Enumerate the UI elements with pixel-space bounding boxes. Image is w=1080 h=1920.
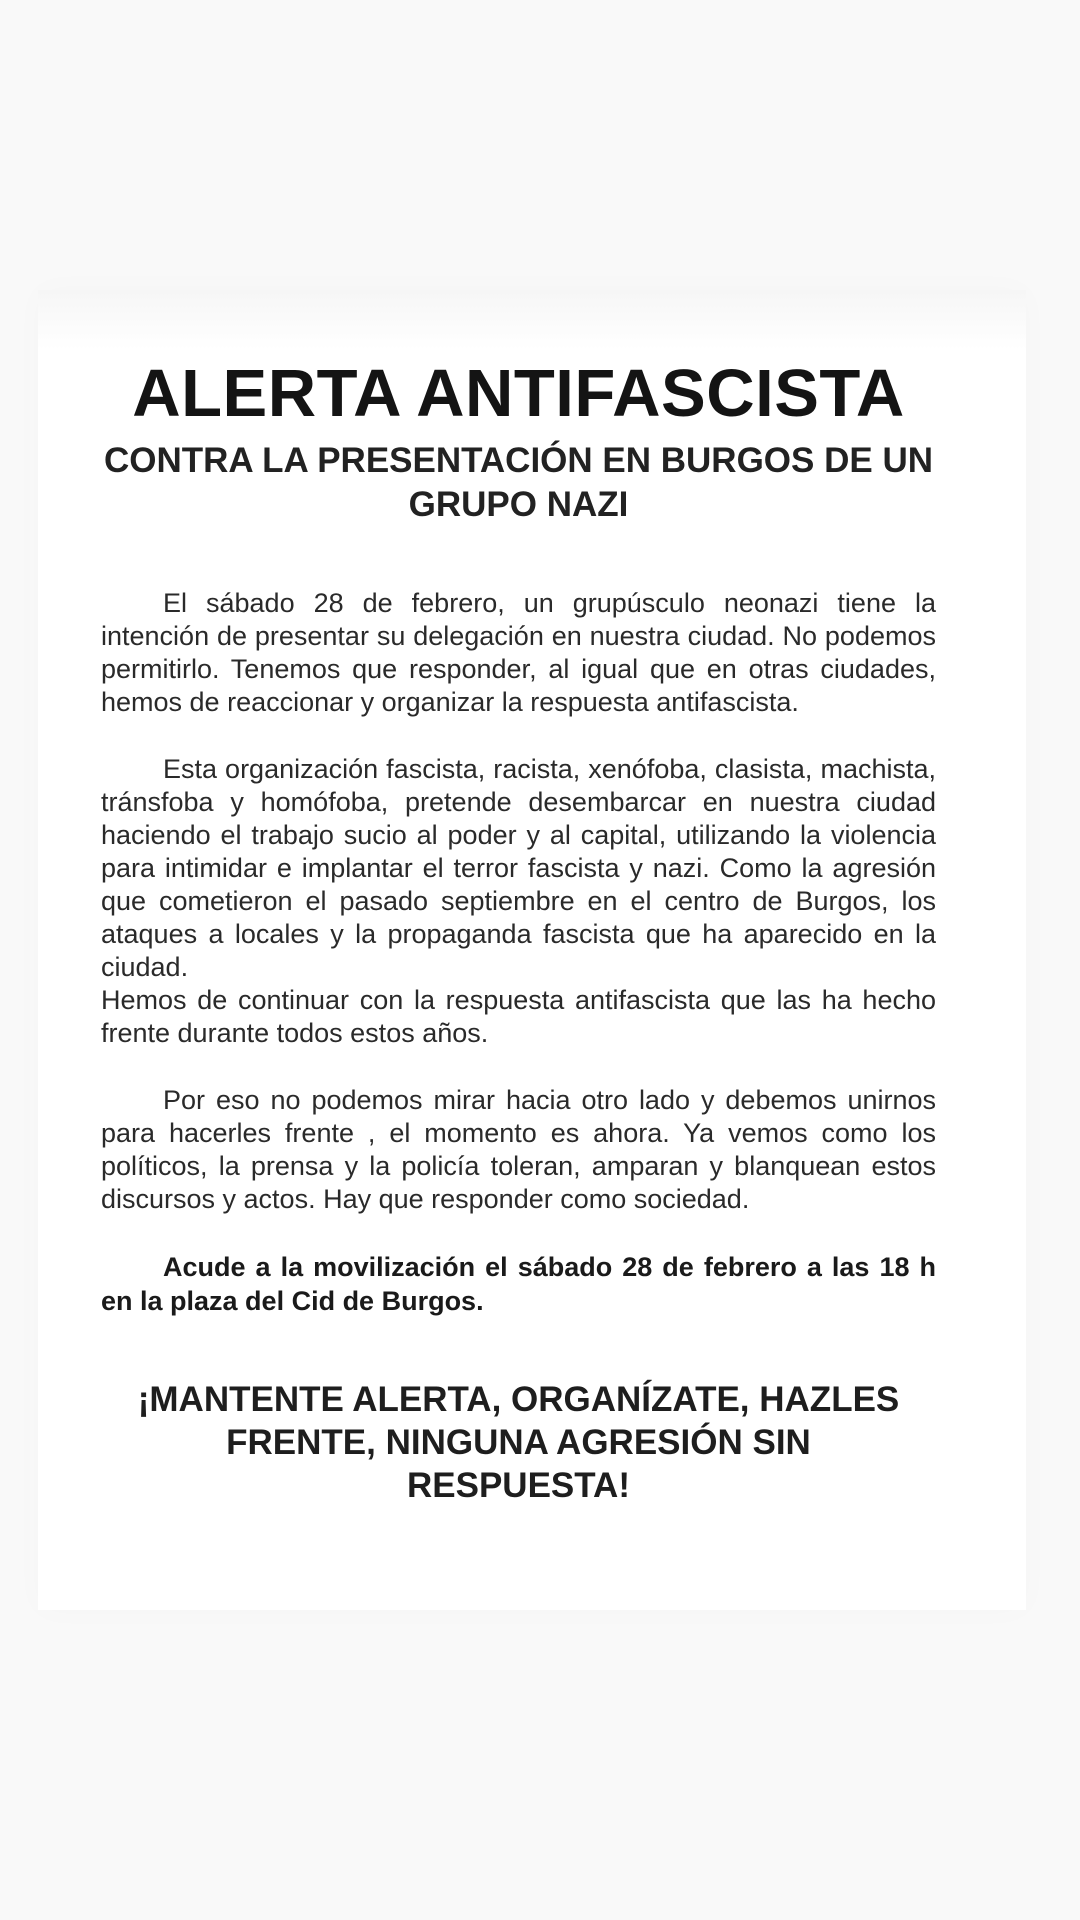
paragraph-call-to-unite: Por eso no podemos mirar hacia otro lado y debemos unirnos para hacerles frente , el momento es ahora. Ya vemos como los políticos, la prensa y la policía toleran, amparan y blanquean estos discursos y actos. Hay que responder como sociedad. [101, 1085, 936, 1214]
flyer-content [101, 355, 936, 1507]
flyer-subtitle: CONTRA LA PRESENTACIÓN EN BURGOS DE UN GRUPO NAZI [103, 441, 933, 524]
paragraph-organization: Esta organización fascista, racista, xenófoba, clasista, machista, tránsfoba y homófoba, pretende desembarcar en nuestra ciudad haciendo el trabajo sucio al poder y al capital, utilizando la violencia para intimidar e implantar el terror fascista y nazi. Como la agresión que cometieron el pasado septiembre en el centro de Burgos, los ataques a locales y la propaganda fascista que ha aparecido en la ciudad. [101, 754, 936, 982]
mobilization-callout: Acude a la movilización el sábado 28 de febrero a las 18 h en la plaza del Cid de Burgos. [101, 1252, 936, 1316]
paragraph-continue: Hemos de continuar con la respuesta antifascista que las ha hecho frente durante todos estos años. [101, 985, 936, 1048]
flyer-body [101, 587, 936, 1318]
flyer-title: ALERTA ANTIFASCISTA [132, 356, 905, 431]
closing-slogan: ¡MANTENTE ALERTA, ORGANÍZATE, HAZLES FRENTE, NINGUNA AGRESIÓN SIN RESPUESTA! [137, 1380, 900, 1505]
sheet-shadow [38, 290, 1026, 350]
paragraph-intro: El sábado 28 de febrero, un grupúsculo neonazi tiene la intención de presentar su delegación en nuestra ciudad. No podemos permitirlo. Tenemos que responder, al igual que en otras ciudades, hemos de reaccionar y organizar la respuesta antifascista. [101, 588, 936, 717]
